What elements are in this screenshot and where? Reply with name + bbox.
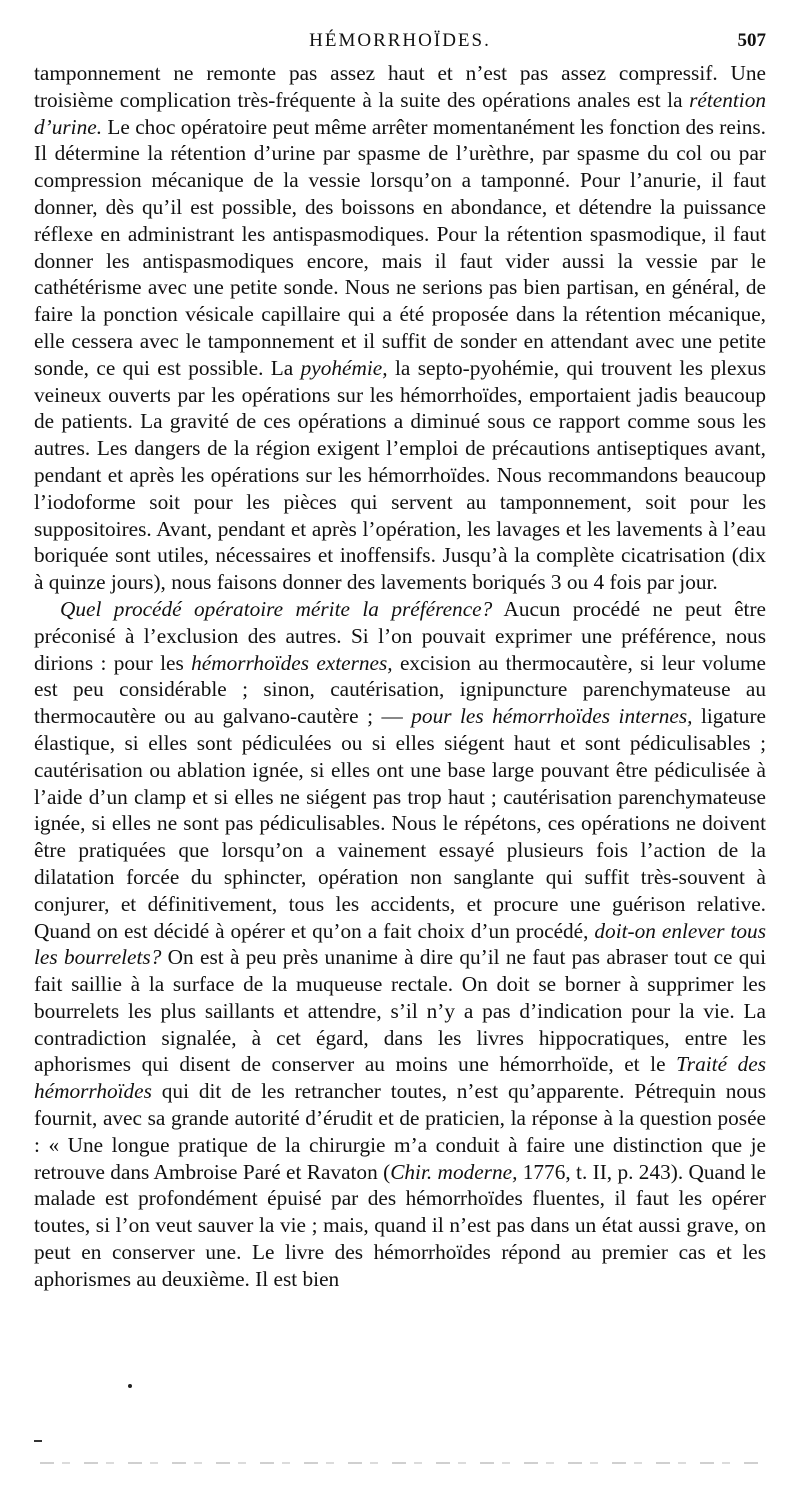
body-text xyxy=(34,60,766,1293)
italic-text: pour les hémorrhoïdes internes, xyxy=(411,704,693,729)
italic-text: doit-on enlever tous les bourrelets? xyxy=(34,918,766,970)
italic-text: Quel procédé opératoire mérite la préférence? xyxy=(60,596,493,621)
text-segment: ligature élastique, si elles sont pédiculées ou si elles siégent haut et sont pédiculisables ; cautérisation ou ablation ignée, si elles ont une base large pouvant être pédiculisée à l’aide d’un clamp et si elles ne siégent pas trop haut ; cautérisation parenchymateuse ignée, si elles ne sont pas pédiculisables. Nous le répétons, ces opérations ne doivent être pratiquées que lorsqu’on a vainement essayé plusieurs fois l’action de la dilatation forcée du sphincter, opération non sanglante qui suffit très-souvent à conjurer, et définitivement, tous les accidents, et procure une guérison relative. Quand on est décidé à opérer et qu’on a fait choix d’un procédé, xyxy=(34,704,766,943)
stray-ink-dash xyxy=(34,1440,42,1442)
italic-text: pyohémie, xyxy=(300,355,388,380)
text-segment: tamponnement ne remonte pas assez haut et n’est pas assez compressif. Une troisième complication très-fréquente à la suite des opérations anales est la xyxy=(34,61,766,112)
page-number: 507 xyxy=(737,30,766,51)
page xyxy=(34,30,766,1293)
text-segment: qui dit de les retrancher toutes, n’est qu’apparente. Pétrequin nous fournit, avec sa grande autorité d’érudit et de praticien, la réponse à la question posée : « Une longue pratique de la chirurgie m’a conduit à faire une distinction que je retrouve dans Ambroise Paré et Ravaton ( xyxy=(34,1079,766,1184)
text-segment: Le choc opératoire peut même arrêter momentanément les fonction des reins. Il détermine la rétention d’urine par spasme de l’urèthre, par spasme du col ou par compression mécanique de la vessie lorsqu’on a tamponné. Pour l’anurie, il faut donner, dès qu’il est possible, des boissons en abondance, et détendre la puissance réflexe en administrant les antispasmodiques. Pour la rétention spasmodique, il faut donner les antispasmodiques encore, mais il faut vider aussi la vessie par le cathétérisme avec une petite sonde. Nous ne serions pas bien partisan, en général, de faire la ponction vésicale capillaire qui a été proposée dans la rétention mécanique, elle cessera avec le tamponnement et il suffit de sonder en attendant avec une petite sonde, ce qui est possible. La xyxy=(34,114,766,380)
paragraph xyxy=(34,596,766,1293)
running-head xyxy=(34,30,766,60)
italic-text: hémorrhoïdes externes, xyxy=(191,650,393,675)
stray-ink-dot xyxy=(128,1384,132,1388)
running-title: HÉMORRHOÏDES. xyxy=(309,30,491,51)
text-segment: la septo-pyohémie, qui trouvent les plexus veineux ouverts par les opérations sur les hémorrhoïdes, emportaient jadis beaucoup de patients. La gravité de ces opérations a diminué sous ce rapport comme sous les autres. Les dangers de la région exigent l’emploi de précautions antiseptiques avant, pendant et après les opérations sur les hémorrhoïdes. Nous recommandons beaucoup l’iodoforme soit pour les pièces qui servent au tamponnement, soit pour les suppositoires. Avant, pendant et après l’opération, les lavages et les lavements à l’eau boriquée sont utiles, nécessaires et inoffensifs. Jusqu’à la complète cicatrisation (dix à quinze jours), nous faisons donner des lavements boriqués 3 ou 4 fois par jour. xyxy=(34,355,766,595)
italic-text: Traité des hémorrhoïdes xyxy=(34,1052,767,1104)
paragraph xyxy=(34,60,766,596)
scan-noise-line xyxy=(40,1462,760,1464)
italic-text: Chir. moderne, xyxy=(390,1159,518,1184)
italic-text: rétention d’urine. xyxy=(34,87,766,139)
text-segment: 1776, t. II, p. 243). Quand le malade est profondément épuisé par des hémorrhoïdes fluentes, il faut les opérer toutes, si l’on veut sauver la vie ; mais, quand il n’est pas dans un état aussi grave, on peut en conserver une. Le livre des hémorrhoïdes répond au premier cas et les aphorismes au deuxième. Il est bien xyxy=(34,1159,766,1291)
text-segment: Aucun procédé ne peut être préconisé à l’exclusion des autres. Si l’on pouvait exprimer une préférence, nous dirions : pour les xyxy=(34,596,766,675)
text-segment: excision au thermocautère, si leur volume est peu considérable ; sinon, cautérisation, ignipuncture parenchymateuse au thermocautère ou au galvano-cautère ; — xyxy=(34,650,766,729)
text-segment: On est à peu près unanime à dire qu’il ne faut pas abraser tout ce qui fait saillie à la surface de la muqueuse rectale. On doit se borner à supprimer les bourrelets les plus saillants et attendre, s’il n’y a pas d’indication pour la vie. La contradiction signalée, à cet égard, dans les livres hippocratiques, entre les aphorismes qui disent de conserver au moins une hémorrhoïde, et le xyxy=(34,945,766,1077)
